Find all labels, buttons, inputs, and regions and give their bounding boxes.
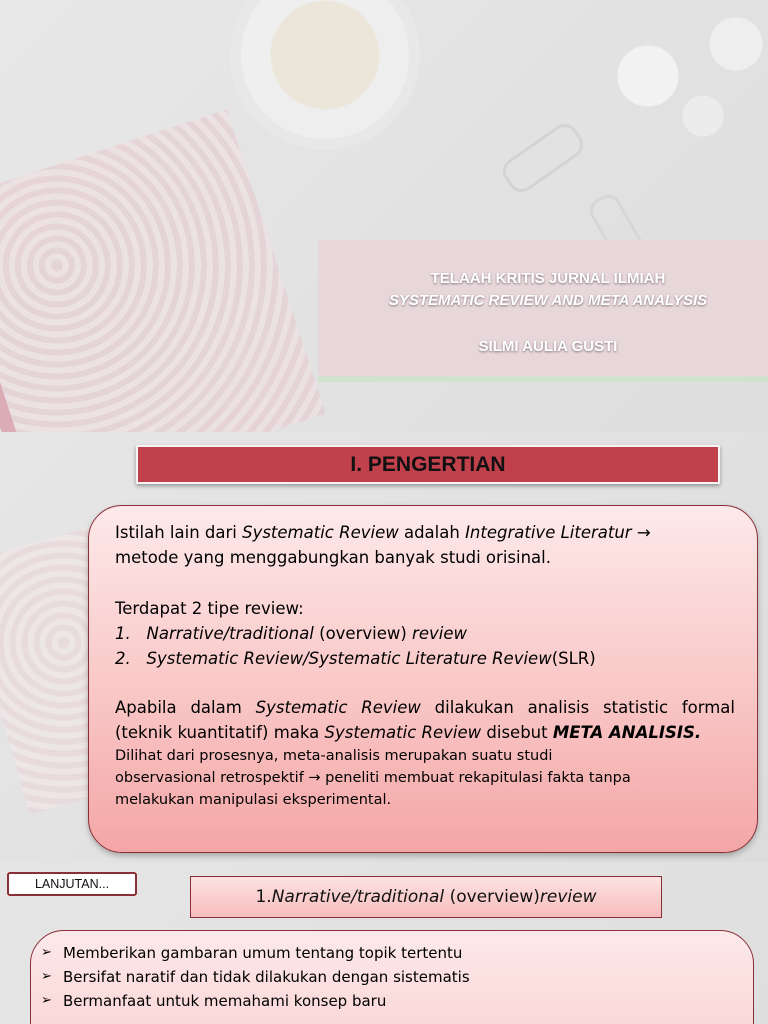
text: Dilihat dari prosesnya, meta-analisis merupakan suatu studi [115,748,553,764]
text-italic: Narrative/traditional [146,624,314,643]
paragraph-types [115,596,735,671]
text: Terdapat 2 tipe review: [115,599,304,618]
list-item [115,624,467,643]
list-number: 1. [115,624,131,643]
title-line-1: TELAAH KRITIS JURNAL ILMIAH [430,270,666,287]
list-item [41,989,733,1013]
bullet-text: Memberikan gambaran umum tentang topik tertentu [63,944,463,962]
lanjutan-label: LANJUTAN... [7,872,137,896]
text: Istilah lain dari [115,523,243,542]
arrow-bullet-icon: ➢ [41,993,52,1008]
text-italic: Narrative/traditional [271,887,445,907]
text-bold-italic: META ANALISIS. [552,723,702,742]
text: dilakukan analisis statistic formal (teknik kuantitatif) maka [115,698,736,742]
text-italic: review [412,624,467,643]
flowers-decoration [560,0,768,140]
bullet-text: Bersifat naratif dan tidak dilakukan dengan sistematis [63,968,470,986]
text-italic: review [539,887,597,907]
text: (SLR) [551,649,596,668]
text: 1. [255,887,272,907]
text: Apabila dalam [115,698,256,717]
slide-pengertian [0,432,768,862]
slide-title-text [318,268,768,358]
text-italic: Systematic Review [324,723,482,742]
text-italic: Systematic Review/Systematic Literature Review [146,649,552,668]
arrow-bullet-icon: ➢ [41,969,52,984]
paperclip-icon [497,119,588,198]
author-name: SILMI AULIA GUSTI [478,338,618,355]
list-item [115,649,596,668]
bullet-text: Bermanfaat untuk memahami konsep baru [63,992,387,1010]
text: melakukan manipulasi eksperimental. [115,792,392,808]
slide-title [0,0,768,432]
content-box [88,505,758,853]
notebook-decoration [0,109,326,432]
text: disebut [481,723,553,742]
list-item [41,965,733,989]
text: (overview) [449,887,540,907]
title-line-2: SYSTEMATIC REVIEW AND META ANALYSIS [388,292,708,309]
text-italic: Systematic Review [242,523,399,542]
coffee-cup-decoration [230,0,420,150]
subsection-header [190,876,662,918]
list-number: 2. [115,649,131,668]
list-item [41,941,733,965]
section-header: I. PENGERTIAN [136,445,720,484]
arrow-icon: → [631,523,651,542]
paragraph-process [115,745,735,811]
text: adalah [398,523,466,542]
arrow-bullet-icon: ➢ [41,945,52,960]
text-italic: Systematic Review [255,698,421,717]
paragraph-meta-analysis [115,695,735,745]
text: observasional retrospektif → peneliti membuat rekapitulasi fakta tanpa [115,770,631,786]
text: (overview) [313,624,413,643]
slide-lanjutan [0,862,768,1024]
paragraph-definition [115,520,735,570]
text-italic: Integrative Literatur [465,523,632,542]
bullet-box [30,930,754,1024]
text: metode yang menggabungkan banyak studi orisinal. [115,548,551,567]
